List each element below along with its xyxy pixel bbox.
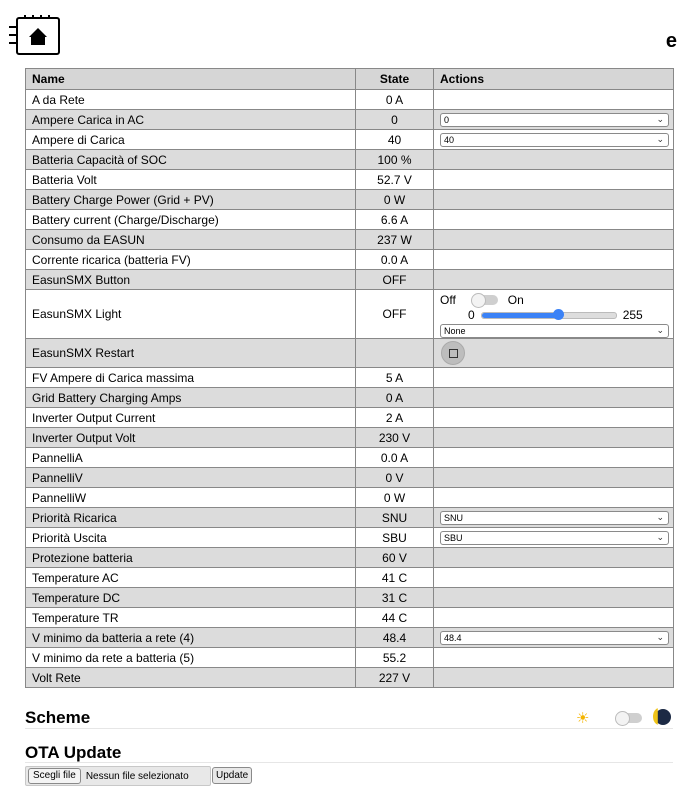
entity-state: 41 C: [356, 568, 434, 588]
table-row: [26, 628, 674, 648]
table-row: [26, 508, 674, 528]
column-header-name: Name: [26, 69, 356, 90]
entity-actions: [434, 190, 674, 210]
table-row: [26, 339, 674, 368]
restart-button[interactable]: [441, 341, 465, 365]
entity-actions: [434, 210, 674, 230]
scheme-title: Scheme: [25, 708, 91, 727]
entity-state: 0 W: [356, 190, 434, 210]
table-header-row: [26, 69, 674, 90]
entity-actions: [434, 230, 674, 250]
entity-name: Corrente ricarica (batteria FV): [26, 250, 356, 270]
select-value: 40: [444, 134, 455, 145]
entity-state: 40: [356, 130, 434, 150]
entity-state: 6.6 A: [356, 210, 434, 230]
entity-actions: [434, 628, 674, 648]
entity-actions: [434, 568, 674, 588]
entity-actions: [434, 648, 674, 668]
table-row: [26, 408, 674, 428]
choose-file-button[interactable]: Scegli file: [28, 768, 81, 784]
table-row: [26, 548, 674, 568]
entity-name: PannelliW: [26, 488, 356, 508]
page-title-fragment: e: [665, 30, 677, 52]
entity-name: Ampere di Carica: [26, 130, 356, 150]
entity-actions: [434, 250, 674, 270]
file-name-text: Nessun file selezionato: [85, 770, 189, 782]
table-row: [26, 448, 674, 468]
entity-state: 230 V: [356, 428, 434, 448]
entity-actions: [434, 110, 674, 130]
entity-state: SNU: [356, 508, 434, 528]
table-row: [26, 210, 674, 230]
entity-state: 0 V: [356, 468, 434, 488]
entity-name: Battery current (Charge/Discharge): [26, 210, 356, 230]
table-row: [26, 528, 674, 548]
entity-state: 55.2: [356, 648, 434, 668]
entity-name: FV Ampere di Carica massima: [26, 368, 356, 388]
entity-state: 100 %: [356, 150, 434, 170]
entity-name: V minimo da rete a batteria (5): [26, 648, 356, 668]
entity-actions: [434, 368, 674, 388]
sun-icon: ☀: [576, 710, 590, 727]
entity-state: 48.4: [356, 628, 434, 648]
entity-name: Priorità Ricarica: [26, 508, 356, 528]
slider-max: 255: [622, 308, 643, 322]
select-value: SNU: [444, 512, 464, 523]
entity-state: 44 C: [356, 608, 434, 628]
slider-fill: [482, 313, 560, 318]
entity-name: Volt Rete: [26, 668, 356, 688]
entity-name: Battery Charge Power (Grid + PV): [26, 190, 356, 210]
entity-state: OFF: [356, 270, 434, 290]
value-select[interactable]: [440, 531, 669, 545]
entity-name: Consumo da EASUN: [26, 230, 356, 250]
entity-name: V minimo da batteria a rete (4): [26, 628, 356, 648]
entity-actions: [434, 528, 674, 548]
table-row: [26, 588, 674, 608]
entity-state: 60 V: [356, 548, 434, 568]
entity-actions: [434, 270, 674, 290]
ota-title: OTA Update: [25, 743, 122, 762]
entity-name: EasunSMX Restart: [26, 339, 356, 368]
toggle-knob: [615, 711, 630, 726]
entity-state: SBU: [356, 528, 434, 548]
entity-state: 0.0 A: [356, 448, 434, 468]
table-row: [26, 668, 674, 688]
header: [0, 0, 677, 64]
entity-name: A da Rete: [26, 90, 356, 110]
brightness-slider[interactable]: [481, 312, 617, 319]
entity-actions: [434, 150, 674, 170]
entity-name: EasunSMX Light: [26, 290, 356, 339]
entity-state: 52.7 V: [356, 170, 434, 190]
entity-name: Temperature AC: [26, 568, 356, 588]
entity-state: [356, 339, 434, 368]
table-row: [26, 368, 674, 388]
entity-name: Protezione batteria: [26, 548, 356, 568]
entity-name: Batteria Capacità of SOC: [26, 150, 356, 170]
column-header-state: State: [356, 69, 434, 90]
divider: [25, 728, 673, 729]
value-select[interactable]: [440, 113, 669, 127]
entity-name: Temperature TR: [26, 608, 356, 628]
entity-state: 237 W: [356, 230, 434, 250]
chevron-down-icon: ⌄: [656, 325, 664, 335]
entity-name: PannelliV: [26, 468, 356, 488]
entity-name: Priorità Uscita: [26, 528, 356, 548]
table-row: [26, 608, 674, 628]
value-select[interactable]: [440, 631, 669, 645]
entity-state: 0.0 A: [356, 250, 434, 270]
entity-actions: [434, 608, 674, 628]
light-toggle[interactable]: [472, 295, 498, 305]
entity-name: Ampere Carica in AC: [26, 110, 356, 130]
entity-actions: [434, 548, 674, 568]
table-row: [26, 150, 674, 170]
entity-actions: [434, 408, 674, 428]
entity-name: Inverter Output Current: [26, 408, 356, 428]
entity-state: OFF: [356, 290, 434, 339]
entity-actions: [434, 170, 674, 190]
table-row: [26, 270, 674, 290]
table-row: [26, 648, 674, 668]
update-button[interactable]: Update: [212, 767, 252, 784]
entity-actions: [434, 468, 674, 488]
entity-actions: [434, 90, 674, 110]
table-row: [26, 190, 674, 210]
entity-actions: [434, 448, 674, 468]
table-row: [26, 468, 674, 488]
on-label: On: [507, 293, 524, 307]
select-value: 48.4: [444, 632, 462, 643]
entities-table: [25, 68, 674, 688]
entity-state: 5 A: [356, 368, 434, 388]
entity-actions: [434, 588, 674, 608]
stop-icon: [449, 349, 458, 358]
chevron-down-icon: ⌄: [656, 631, 664, 642]
moon-icon: [655, 709, 671, 725]
table-row: [26, 290, 674, 339]
file-input[interactable]: [25, 766, 211, 786]
entity-name: Temperature DC: [26, 588, 356, 608]
chevron-down-icon: ⌄: [656, 511, 664, 522]
entity-actions: [434, 668, 674, 688]
entity-state: 0: [356, 110, 434, 130]
entity-actions: [434, 290, 674, 339]
divider: [25, 762, 673, 763]
chevron-down-icon: ⌄: [656, 531, 664, 542]
slider-min: 0: [468, 308, 475, 322]
entity-state: 0 W: [356, 488, 434, 508]
entity-name: Grid Battery Charging Amps: [26, 388, 356, 408]
entity-actions: [434, 130, 674, 150]
entity-state: 0 A: [356, 90, 434, 110]
table-row: [26, 568, 674, 588]
table-row: [26, 488, 674, 508]
entity-name: Batteria Volt: [26, 170, 356, 190]
chevron-down-icon: ⌄: [656, 113, 664, 124]
entity-actions: [434, 428, 674, 448]
value-select[interactable]: [440, 133, 669, 147]
table-row: [26, 170, 674, 190]
entity-actions: [434, 488, 674, 508]
entity-state: 227 V: [356, 668, 434, 688]
column-header-actions: Actions: [434, 69, 674, 90]
chevron-down-icon: ⌄: [656, 133, 664, 144]
entity-name: PannelliA: [26, 448, 356, 468]
off-label: Off: [440, 293, 456, 307]
effect-select[interactable]: [440, 324, 669, 338]
home-chip-icon[interactable]: [7, 15, 61, 59]
table-row: [26, 110, 674, 130]
entity-state: 2 A: [356, 408, 434, 428]
entity-actions: [434, 388, 674, 408]
table-row: [26, 230, 674, 250]
entity-state: 31 C: [356, 588, 434, 608]
entity-name: EasunSMX Button: [26, 270, 356, 290]
entity-actions: [434, 339, 674, 368]
table-row: [26, 130, 674, 150]
select-value: None: [444, 326, 466, 336]
table-row: [26, 90, 674, 110]
entity-name: Inverter Output Volt: [26, 428, 356, 448]
table-row: [26, 388, 674, 408]
entity-state: 0 A: [356, 388, 434, 408]
table-row: [26, 428, 674, 448]
toggle-knob: [471, 293, 486, 308]
select-value: SBU: [444, 532, 463, 543]
table-row: [26, 250, 674, 270]
select-value: 0: [444, 114, 450, 125]
theme-toggle[interactable]: [616, 713, 642, 723]
entity-actions: [434, 508, 674, 528]
value-select[interactable]: [440, 511, 669, 525]
slider-thumb[interactable]: [553, 309, 564, 320]
